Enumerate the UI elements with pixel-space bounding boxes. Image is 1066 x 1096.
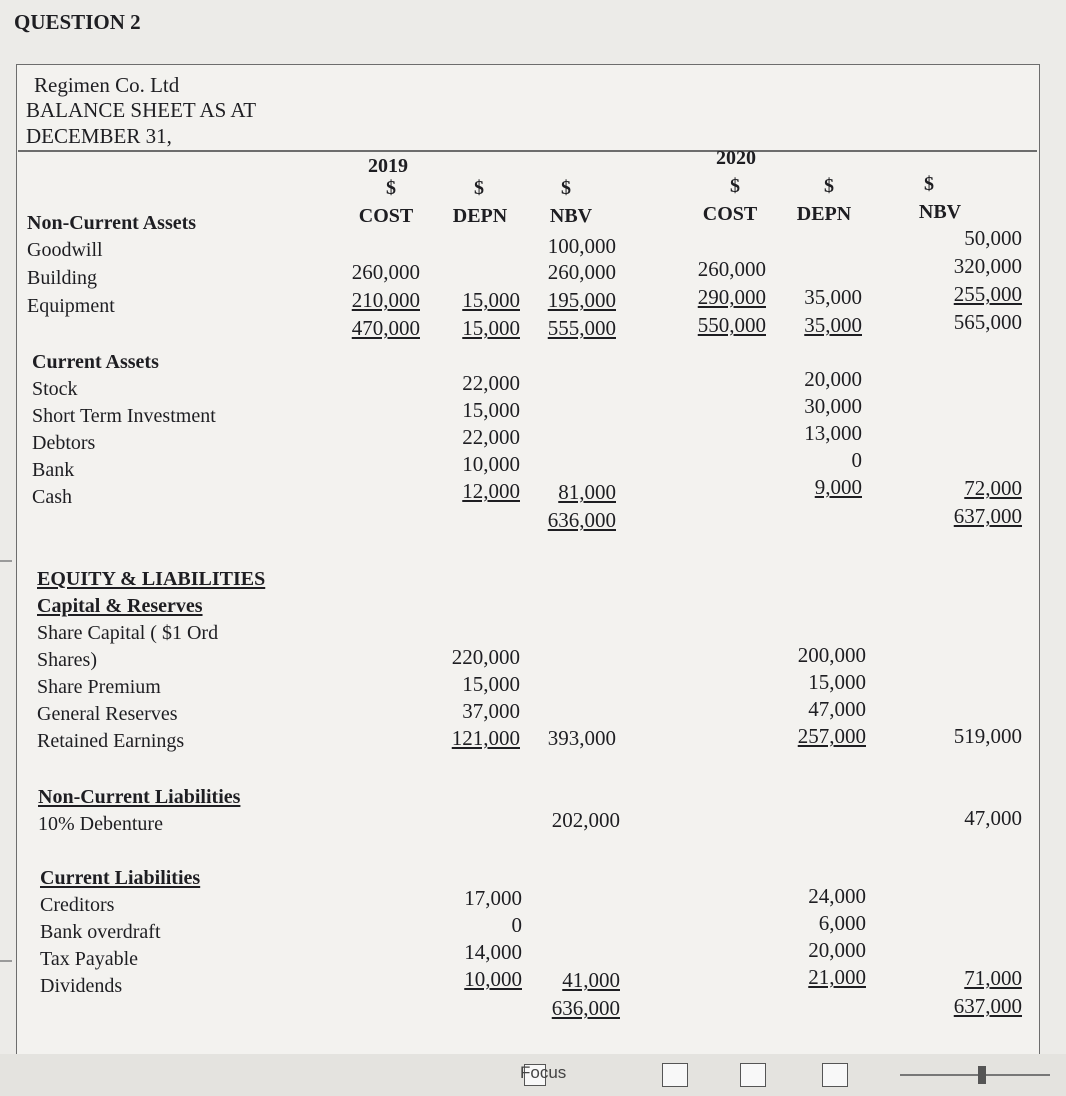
row-label-bank: Bank [32,459,75,481]
sheet-date: DECEMBER 31, [26,124,172,148]
col-header-nbv-2020: NBV [918,201,962,223]
value-cell: 12,000 [462,479,520,503]
value-cell: 290,000 [697,285,766,309]
total-cell: 470,000 [351,316,420,340]
value-cell: 100,000 [547,234,616,258]
value-cell: 9,000 [814,475,862,499]
total-cell: 550,000 [697,313,766,337]
total-cell: 565,000 [953,310,1022,334]
grand-total-cell: 637,000 [953,994,1022,1018]
currency-symbol: $ [474,177,484,199]
row-label-general-reserves: General Reserves [37,703,178,725]
focus-mode-button[interactable]: Focus [520,1063,567,1082]
row-label-dividends: Dividends [40,975,123,997]
value-cell: 47,000 [808,697,866,721]
value-cell: 210,000 [351,288,420,312]
col-header-depn-2020: DEPN [796,203,852,225]
value-cell: 22,000 [462,371,520,395]
total-cell: 15,000 [462,316,520,340]
value-cell: 202,000 [551,808,620,832]
total-cell: 519,000 [953,724,1022,748]
section-heading-non-current-liabilities: Non-Current Liabilities [38,786,241,808]
total-cell: 555,000 [547,316,616,340]
left-margin-marker [0,960,12,962]
read-mode-icon[interactable] [662,1063,688,1087]
value-cell: 260,000 [351,260,420,284]
value-cell: 24,000 [808,884,866,908]
row-label-share-capital-cont: Shares) [37,649,97,671]
value-cell: 15,000 [462,398,520,422]
section-heading-current-liabilities: Current Liabilities [40,867,201,889]
value-cell: 14,000 [464,940,522,964]
row-label-share-premium: Share Premium [37,676,161,698]
row-label-bank-overdraft: Bank overdraft [40,921,161,943]
value-cell: 10,000 [464,967,522,991]
value-cell: 21,000 [808,965,866,989]
value-cell: 320,000 [953,254,1022,278]
total-cell: 72,000 [964,476,1022,500]
value-cell: 47,000 [964,806,1022,830]
value-cell: 13,000 [804,421,862,445]
currency-symbol: $ [924,173,934,195]
year-2020: 2020 [716,147,756,169]
currency-symbol: $ [824,175,834,197]
question-heading: QUESTION 2 [14,10,141,34]
value-cell: 195,000 [547,288,616,312]
value-cell: 260,000 [697,257,766,281]
value-cell: 20,000 [808,938,866,962]
currency-symbol: $ [561,177,571,199]
row-label-debenture: 10% Debenture [38,813,163,835]
section-heading-current-assets: Current Assets [32,351,159,373]
row-label-tax-payable: Tax Payable [40,948,139,970]
value-cell: 260,000 [547,260,616,284]
value-cell: 255,000 [953,282,1022,306]
value-cell: 15,000 [808,670,866,694]
value-cell: 20,000 [804,367,862,391]
web-layout-icon[interactable] [822,1063,848,1087]
left-margin-marker [0,560,12,562]
row-label-debtors: Debtors [32,432,96,454]
value-cell: 35,000 [804,285,862,309]
col-header-nbv-2019: NBV [549,205,593,227]
value-cell: 6,000 [818,911,866,935]
print-layout-icon[interactable] [740,1063,766,1087]
grand-total-cell: 636,000 [551,996,620,1020]
total-cell: 41,000 [562,968,620,992]
value-cell: 50,000 [964,226,1022,250]
year-2019: 2019 [368,155,408,177]
col-header-cost-2019: COST [358,205,414,227]
total-cell: 393,000 [547,726,616,750]
currency-symbol: $ [386,177,396,199]
grand-total-cell: 637,000 [953,504,1022,528]
value-cell: 22,000 [462,425,520,449]
value-cell: 220,000 [451,645,520,669]
section-subheading-capital-reserves: Capital & Reserves [37,595,203,617]
value-cell: 37,000 [462,699,520,723]
row-label-stock: Stock [32,378,78,400]
row-label-equipment: Equipment [27,295,115,317]
row-label-share-capital: Share Capital ( $1 Ord [37,622,219,644]
sheet-title: BALANCE SHEET AS AT [26,98,257,122]
company-name: Regimen Co. Ltd [34,73,180,97]
value-cell: 15,000 [462,672,520,696]
value-cell: 10,000 [462,452,520,476]
value-cell: 30,000 [804,394,862,418]
total-cell: 81,000 [558,480,616,504]
total-cell: 71,000 [964,966,1022,990]
row-label-building: Building [27,267,98,289]
section-heading-non-current-assets: Non-Current Assets [27,212,197,234]
col-header-depn-2019: DEPN [452,205,508,227]
total-cell: 35,000 [804,313,862,337]
value-cell: 15,000 [462,288,520,312]
currency-symbol: $ [730,175,740,197]
section-heading-equity-liabilities: EQUITY & LIABILITIES [37,568,266,590]
value-cell: 257,000 [797,724,866,748]
row-label-creditors: Creditors [40,894,115,916]
value-cell: 0 [511,913,522,937]
value-cell: 200,000 [797,643,866,667]
row-label-short-term-investment: Short Term Investment [32,405,216,427]
grand-total-cell: 636,000 [547,508,616,532]
value-cell: 121,000 [451,726,520,750]
col-header-cost-2020: COST [702,203,758,225]
zoom-slider-thumb[interactable] [978,1066,986,1084]
zoom-slider-track[interactable] [900,1074,1050,1076]
row-label-retained-earnings: Retained Earnings [37,730,185,752]
row-label-cash: Cash [32,486,72,508]
value-cell: 0 [851,448,862,472]
row-label-goodwill: Goodwill [27,239,103,261]
value-cell: 17,000 [464,886,522,910]
